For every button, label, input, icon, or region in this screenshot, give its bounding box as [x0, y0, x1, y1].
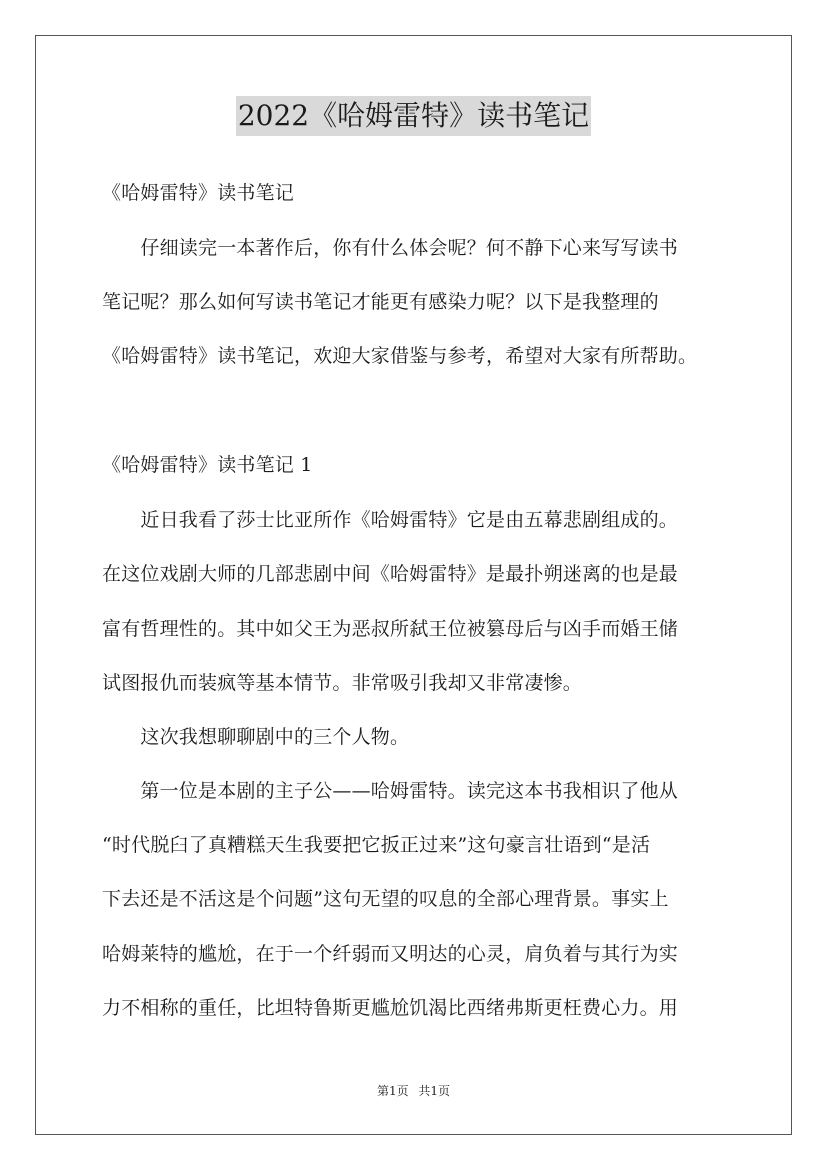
text-line: 笔记呢？那么如何写读书笔记才能更有感染力呢？以下是我整理的	[102, 291, 659, 313]
text-line: 哈姆莱特的尴尬，在于一个纤弱而又明达的心灵，肩负着与其行为实	[102, 943, 679, 965]
text-line: 第一位是本剧的主子公——哈姆雷特。读完这本书我相识了他从	[102, 780, 679, 802]
text-line: 富有哲理性的。其中如父王为恶叔所弑王位被篡母后与凶手而婚王储	[102, 618, 679, 640]
page-number: 第1页	[376, 1084, 409, 1098]
text-line: 这次我想聊聊剧中的三个人物。	[102, 726, 410, 748]
total-pages: 共1页	[418, 1084, 451, 1098]
title-wrap	[0, 96, 827, 136]
section-heading: 《哈姆雷特》读书笔记	[102, 182, 295, 204]
text-line: 在这位戏剧大师的几部悲剧中间《哈姆雷特》是最扑朔迷离的也是最	[102, 563, 679, 585]
text-line: 近日我看了莎士比亚所作《哈姆雷特》它是由五幕悲剧组成的。	[102, 509, 679, 531]
text-line: 仔细读完一本著作后，你有什么体会呢？何不静下心来写写读书	[102, 237, 679, 259]
text-line: 力不相称的重任，比坦特鲁斯更尴尬饥渴比西绪弗斯更枉费心力。用	[102, 997, 679, 1019]
text-line: 试图报仇而装疯等基本情节。非常吸引我却又非常凄惨。	[102, 672, 583, 694]
page-footer	[0, 1083, 827, 1099]
section-heading: 《哈姆雷特》读书笔记 1	[102, 454, 313, 476]
text-line: “时代脱臼了真糟糕天生我要把它扳正过来”这句豪言壮语到“是活	[102, 834, 651, 856]
document-title: 2022《哈姆雷特》读书笔记	[236, 96, 591, 136]
text-line: 下去还是不活这是个问题”这句无望的叹息的全部心理背景。事实上	[102, 888, 669, 910]
text-line: 《哈姆雷特》读书笔记，欢迎大家借鉴与参考，希望对大家有所帮助。	[102, 345, 698, 367]
